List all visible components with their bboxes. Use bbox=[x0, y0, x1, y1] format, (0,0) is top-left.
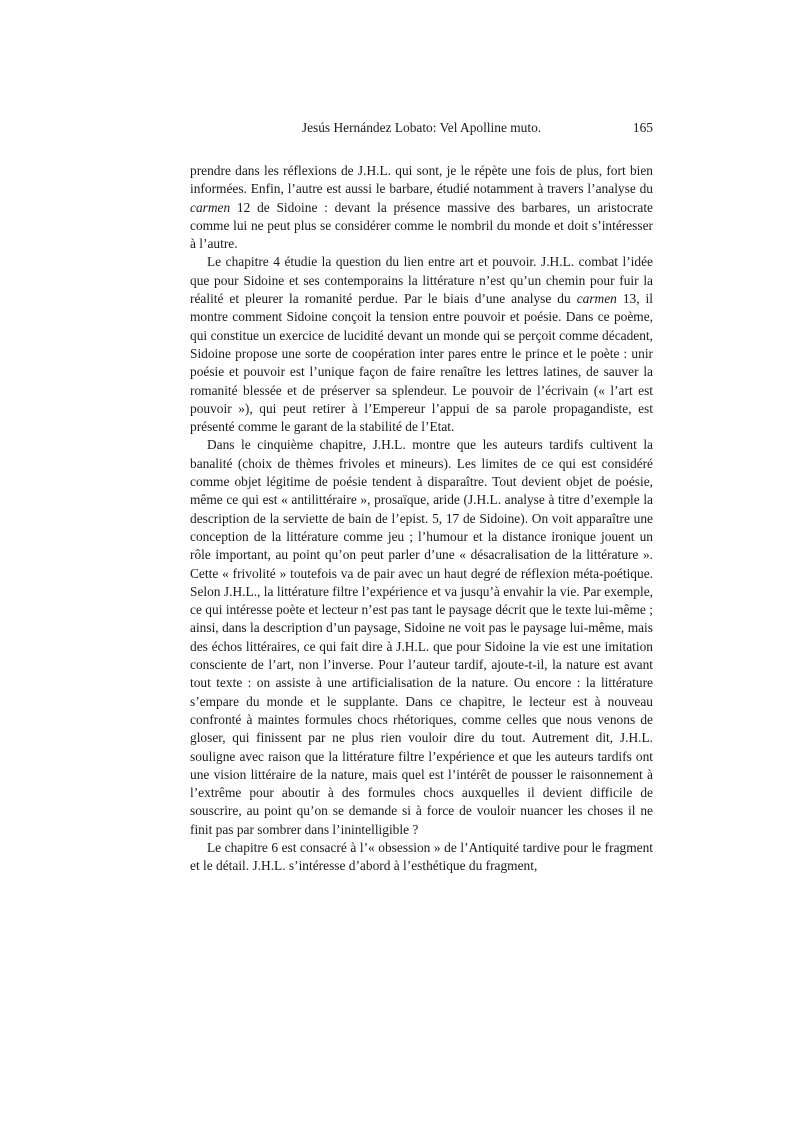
text-run: Le chapitre 6 est consacré à l’« obsession » de l’Antiquité tardive pour le fragment et le détail. J.H.L. s’intéresse d’abord à l’esthétique du fragment, bbox=[190, 839, 653, 874]
paragraph bbox=[190, 839, 653, 876]
paragraph bbox=[190, 436, 653, 839]
running-title: Jesús Hernández Lobato: Vel Apolline muto. bbox=[301, 120, 542, 135]
body-text bbox=[190, 162, 653, 876]
text-run: Le chapitre 4 étudie la question du lien entre art et pouvoir. J.H.L. combat l’idée que pour Sidoine et ses contemporains la littérature n’est qu’un chemin pour fuir la réalité et pleurer la romanité perdue. Par le biais d’une analyse du bbox=[190, 254, 653, 307]
text-run: prendre dans les réflexions de J.H.L. qui sont, je le répète une fois de plus, fort bien informées. Enfin, l’autre est aussi le barbare, étudié notamment à travers l’analyse du bbox=[190, 163, 653, 197]
text-run: 13, il montre comment Sidoine conçoit la tension entre pouvoir et poésie. Dans ce poème, qui constitue un exercice de lucidité devant un monde qui se perçoit comme décadent, Sidoine propose une sorte de coopération inter pares entre le prince et le poète : unir poésie et pouvoir est l’unique façon de faire renaître les lettres latines, de sauver la romanité blessée et de préserver sa splendeur. Le pouvoir de l’écrivain (« l’art est pouvoir »), qui peut retirer à l’Empereur l’appui de sa parole propagandiste, est présenté comme le garant de la stabilité de l’Etat. bbox=[190, 291, 654, 435]
paragraph bbox=[190, 162, 653, 253]
text-run: Dans le cinquième chapitre, J.H.L. montre que les auteurs tardifs cultivent la banalité (choix de thèmes frivoles et mineurs). Les limites de ce qui est considéré comme objet légitime de poésie tendent à disparaître. Tout devient objet de poésie, même ce qui est « antilittéraire », prosaïque, aride (J.H.L. analyse à titre d’exemple la description de la serviette de bain de l’epist. 5, 17 de Sidoine). On voit apparaître une conception de la littérature comme jeu ; l’humour et la distance ironique jouent un rôle important, au point qu’on peut parler d’une « désacralisation de la littérature ». Cette « frivolité » toutefois va de pair avec un haut degré de réflexion méta-poétique. Selon J.H.L., la littérature filtre l’expérience et va jusqu’à envahir la vie. Par exemple, ce qui intéresse poète et lecteur n’est pas tant le paysage décrit que le texte lui-même ; ainsi, dans la description d’un paysage, Sidoine ne voit pas le paysage lui-même, mais des échos littéraires, ce qui fait dire à J.H.L. que pour Sidoine la vie est une imitation consciente de l’art, non l’inverse. Pour l’auteur tardif, ajoute-t-il, la nature est avant tout texte : on assiste à une artificialisation de la nature. Ou encore : la littérature s’empare du monde et le supplante. Dans ce chapitre, le lecteur est à nouveau confronté à maintes formules chocs rhétoriques, comme celles que nous venons de gloser, qui finissent par ne plus rien vouloir dire du tout. Autrement dit, J.H.L. souligne avec raison que la littérature filtre l’expérience et que les auteurs tardifs ont une vision littéraire de la nature, mais quel est l’intérêt de pousser le raisonnement à l’extrême pour aboutir à des formules chocs auxquelles il devient difficile de souscrire, au point qu’on se demande si à force de vouloir nuancer les choses il ne finit pas par sombrer dans l’inintelligible ? bbox=[190, 437, 653, 837]
page-number: 165 bbox=[632, 120, 653, 135]
text-run: 12 de Sidoine : devant la présence massive des barbares, un aristocrate comme lui ne peut plus se considérer comme le nombril du monde et doit s’intéresser à l’autre. bbox=[190, 199, 653, 252]
running-header bbox=[190, 119, 653, 137]
paragraph bbox=[190, 253, 653, 436]
italic-title: carmen bbox=[190, 199, 231, 215]
italic-title: carmen bbox=[576, 291, 617, 307]
